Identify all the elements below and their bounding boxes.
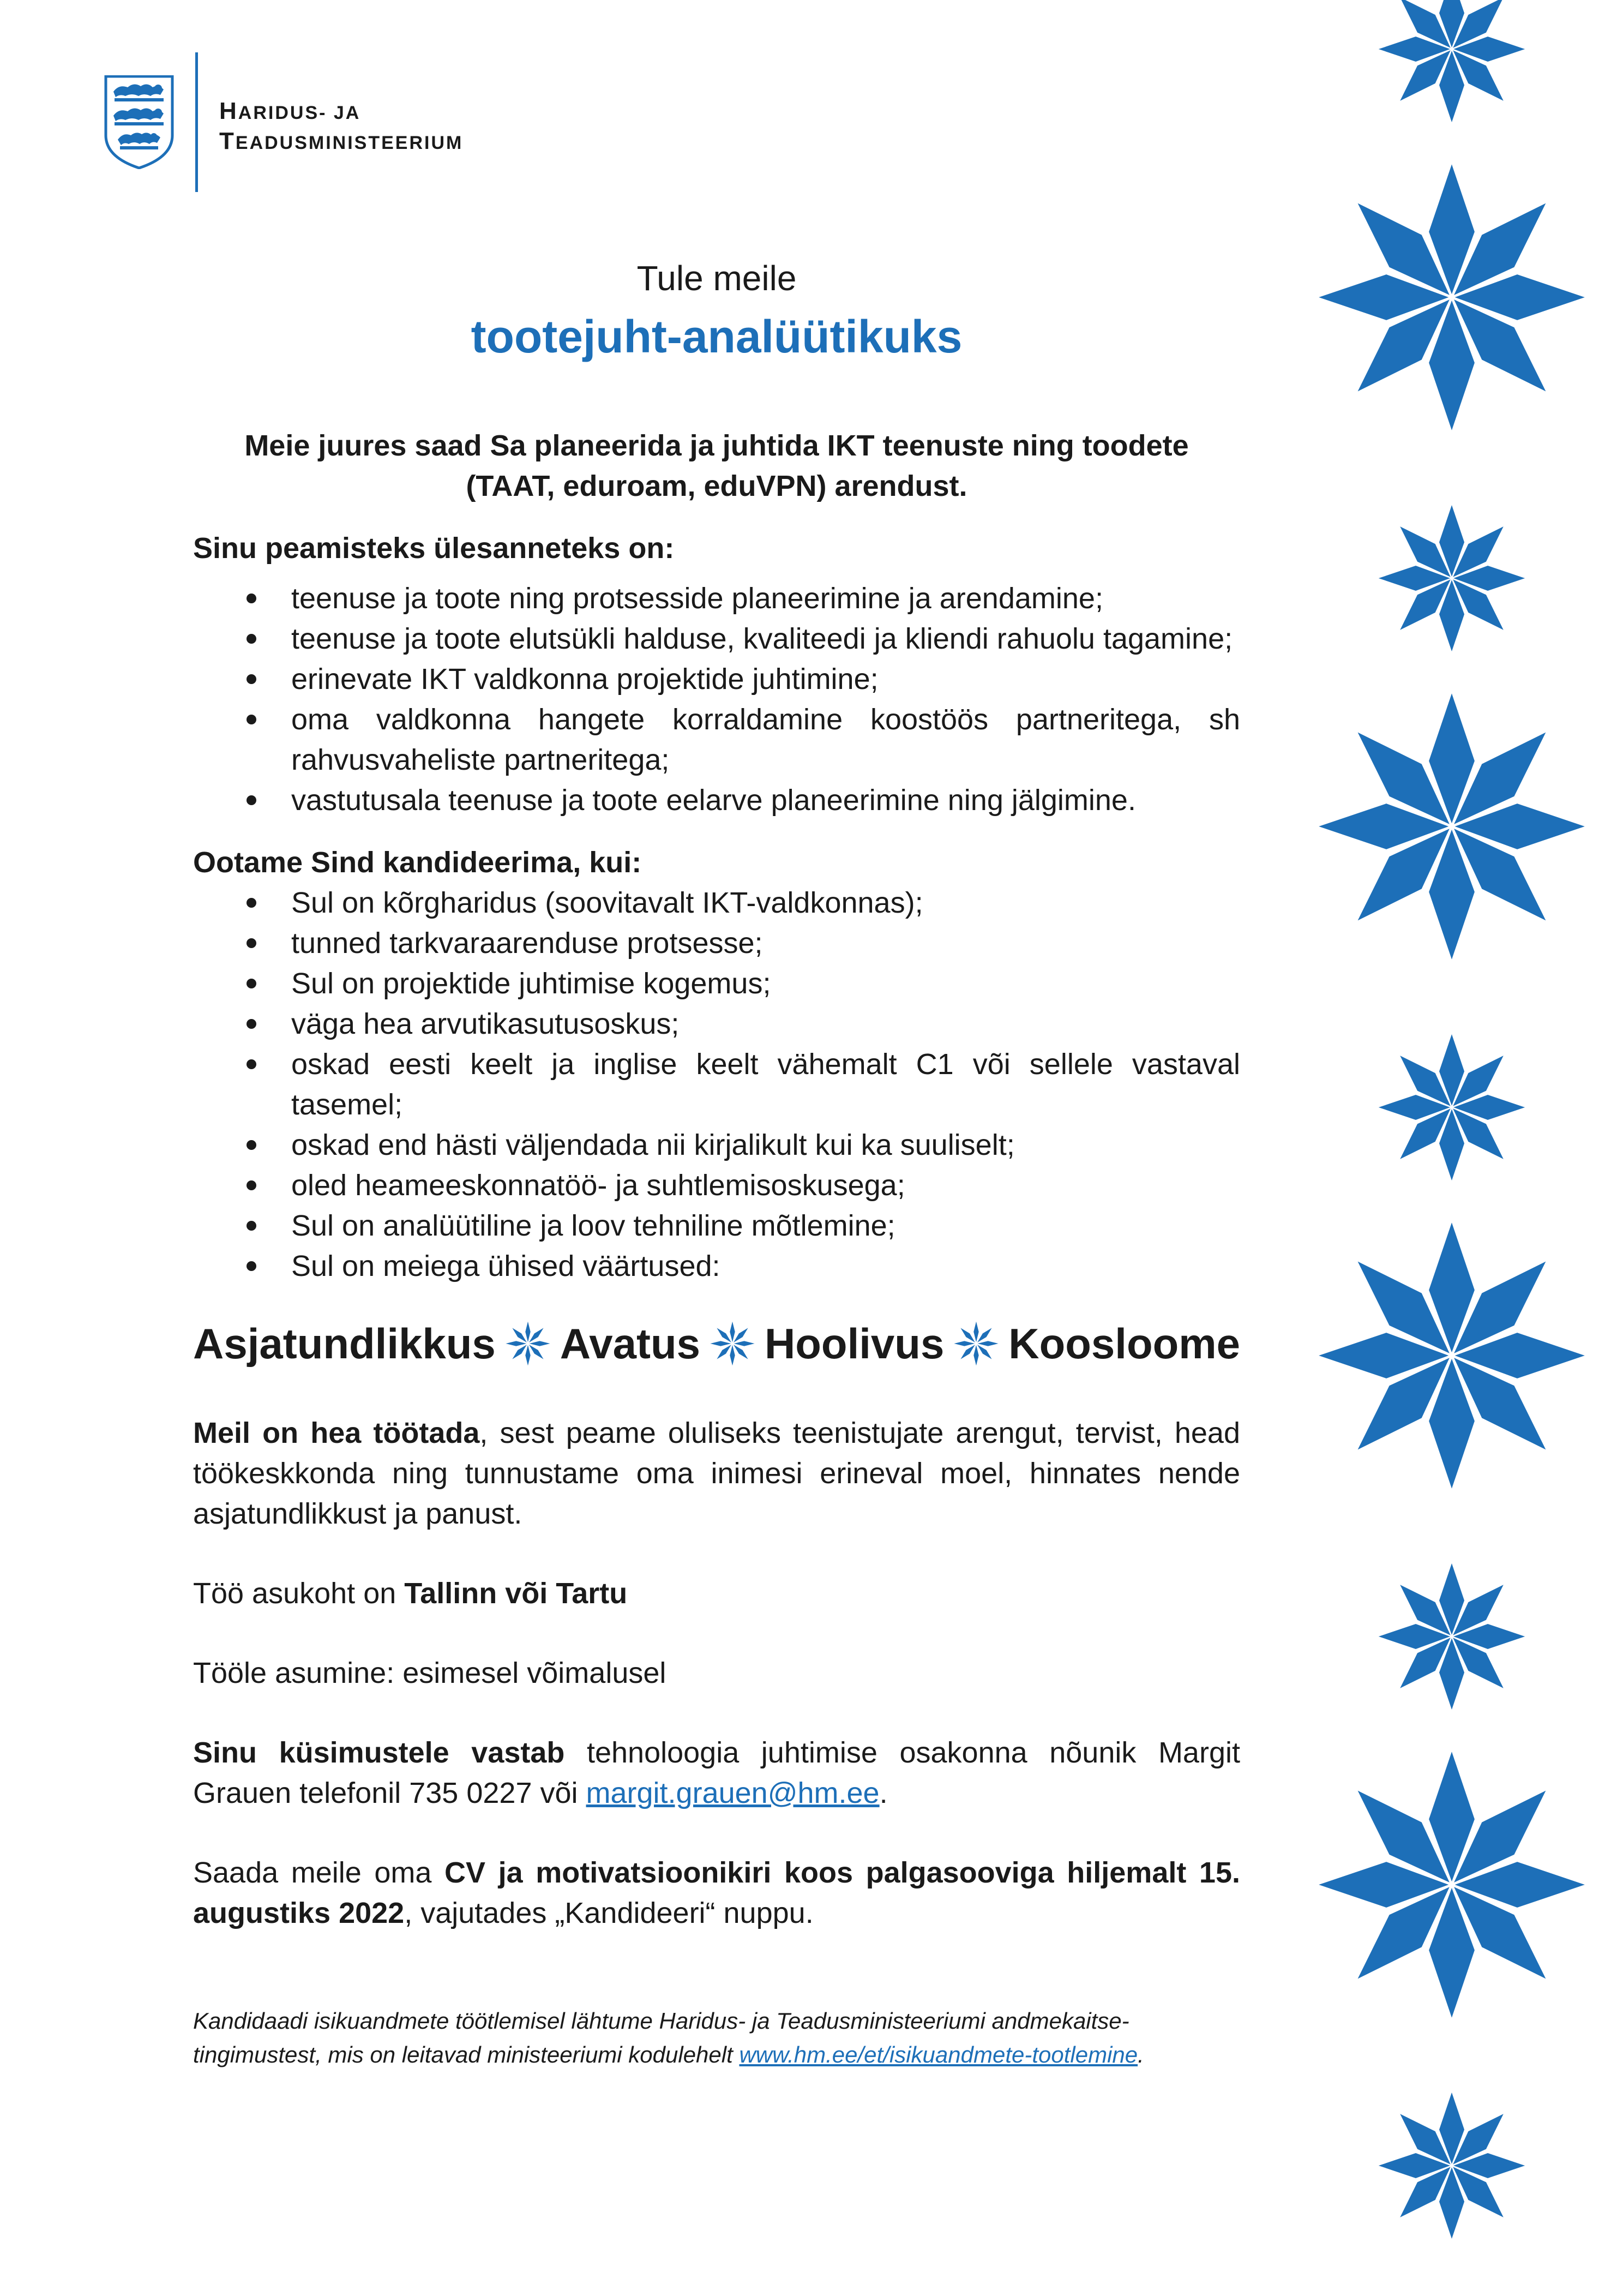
value-label: Koosloome <box>1008 1320 1240 1368</box>
list-item: tunned tarkvaraarenduse protsesse; <box>193 923 1240 963</box>
title-block <box>193 255 1240 367</box>
side-decoration <box>1254 0 1623 2296</box>
privacy-footnote: Kandidaadi isikuandmete töötlemisel lähtume Haridus- ja Teadusministeeriumi andmekaitse-tingimustest, mis on leitavad ministeeriumi kodulehelt www.hm.ee/et/isikuandmete-tootlemine. <box>193 2008 1144 2067</box>
ministry-name: HARIDUS- JA TEADUSMINISTEERIUM <box>219 98 464 154</box>
list-item: erinevate IKT valdkonna projektide juhtimine; <box>193 659 1240 699</box>
list-item: Sul on projektide juhtimise kogemus; <box>193 963 1240 1004</box>
list-item: oma valdkonna hangete korraldamine koostöös partneritega, sh rahvusvaheliste partneritega; <box>193 699 1240 780</box>
start-paragraph: Tööle asumine: esimesel võimalusel <box>193 1657 666 1689</box>
cornflower-star-icon <box>708 1318 757 1369</box>
good-work-paragraph: Meil on hea töötada, sest peame oluliseks teenistujate arengut, tervist, head töökeskkonda ning tunnustame oma inimesi erineval moel, hinnates nende asjatundlikkust ja panust. <box>193 1417 1240 1530</box>
intro-text: Meie juures saad Sa planeerida ja juhtida IKT teenuste ning toodete (TAAT, eduroam, eduVPN) arendust. <box>244 429 1189 502</box>
apply-paragraph: Saada meile oma CV ja motivatsioonikiri koos palgasooviga hiljemalt 15. augustiks 2022, vajutades „Kandideeri“ nuppu. <box>193 1856 1240 1929</box>
list-item: teenuse ja toote ning protsesside planeerimine ja arendamine; <box>193 578 1240 619</box>
email-link[interactable]: margit.grauen@hm.ee <box>586 1777 880 1809</box>
values-row <box>193 1314 1240 1374</box>
header-divider <box>195 52 198 192</box>
content <box>193 425 1240 2072</box>
cornflower-star-icon <box>952 1318 1001 1369</box>
list-item: vastutusala teenuse ja toote eelarve planeerimine ning jälgimine. <box>193 780 1240 820</box>
value-label: Avatus <box>560 1320 700 1368</box>
cornflower-star-icon <box>1254 0 1623 2296</box>
list-item: Sul on meiega ühised väärtused: <box>193 1246 1240 1286</box>
cornflower-star-icon <box>503 1318 552 1369</box>
list-item: Sul on kõrgharidus (soovitavalt IKT-valdkonnas); <box>193 883 1240 923</box>
tasks-list <box>193 578 1240 820</box>
list-item: oskad end hästi väljendada nii kirjalikult kui ka suuliselt; <box>193 1125 1240 1165</box>
coat-of-arms-icon <box>104 75 175 169</box>
value-label: Asjatundlikkus <box>193 1320 496 1368</box>
privacy-link[interactable]: www.hm.ee/et/isikuandmete-tootlemine <box>739 2042 1138 2067</box>
value-label: Hoolivus <box>764 1320 945 1368</box>
list-item: oskad eesti keelt ja inglise keelt vähemalt C1 või sellele vastaval tasemel; <box>193 1044 1240 1125</box>
tasks-heading: Sinu peamisteks ülesanneteks on: <box>193 532 675 565</box>
location-paragraph: Töö asukoht on Tallinn või Tartu <box>193 1577 628 1610</box>
list-item: teenuse ja toote elutsükli halduse, kvaliteedi ja kliendi rahuolu tagamine; <box>193 619 1240 659</box>
pre-title: Tule meile <box>636 259 797 298</box>
list-item: väga hea arvutikasutusoskus; <box>193 1004 1240 1044</box>
list-item: Sul on analüütiline ja loov tehniline mõtlemine; <box>193 1206 1240 1246</box>
list-item: oled heameeskonnatöö- ja suhtlemisoskusega; <box>193 1165 1240 1206</box>
contact-paragraph: Sinu küsimustele vastab tehnoloogia juhtimise osakonna nõunik Margit Grauen telefonil 735 0227 või margit.grauen@hm.ee. <box>193 1736 1240 1809</box>
requirements-heading: Ootame Sind kandideerima, kui: <box>193 846 642 879</box>
requirements-list <box>193 883 1240 1286</box>
job-title: tootejuht-analüütikuks <box>471 311 963 362</box>
